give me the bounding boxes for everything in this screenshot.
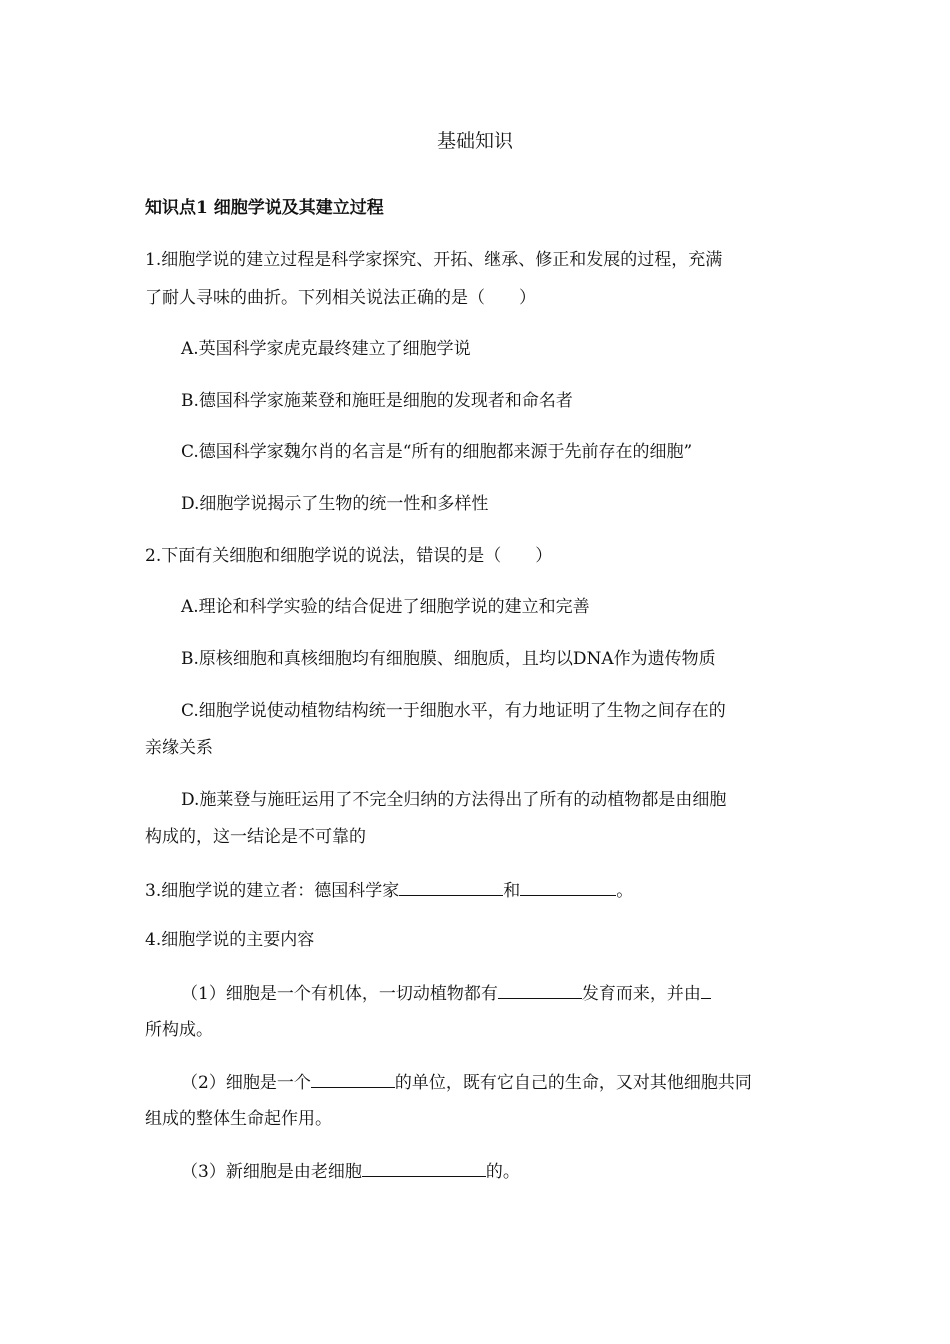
q2-option-a: A.理论和科学实验的结合促进了细胞学说的建立和完善 <box>181 597 590 617</box>
q2-option-b: B.原核细胞和真核细胞均有细胞膜、细胞质，且均以DNA作为遗传物质 <box>181 649 716 669</box>
q4-item3-prefix: （3）新细胞是由老细胞 <box>181 1162 362 1182</box>
q1-option-b: B.德国科学家施莱登和施旺是细胞的发现者和命名者 <box>181 391 573 411</box>
q4-item3-line <box>181 1158 520 1184</box>
q2-option-c-line2: 亲缘关系 <box>145 738 213 758</box>
q3-blank-1[interactable] <box>399 877 503 896</box>
q1-option-d: D.细胞学说揭示了生物的统一性和多样性 <box>181 494 489 514</box>
q2-option-c-line1: C.细胞学说使动植物结构统一于细胞水平，有力地证明了生物之间存在的 <box>181 701 726 721</box>
q2-stem: 2.下面有关细胞和细胞学说的说法，错误的是（ ） <box>145 546 553 566</box>
q3-suffix: 。 <box>616 881 634 901</box>
q2-option-d-line1: D.施莱登与施旺运用了不完全归纳的方法得出了所有的动植物都是由细胞 <box>181 790 727 810</box>
q1-option-c: C.德国科学家魏尔肖的名言是“所有的细胞都来源于先前存在的细胞” <box>181 442 693 462</box>
q1-stem-line1: 1.细胞学说的建立过程是科学家探究、开拓、继承、修正和发展的过程，充满 <box>145 250 723 270</box>
q2-option-d-line2: 构成的，这一结论是不可靠的 <box>145 827 366 847</box>
q3-line <box>145 877 633 903</box>
q4-item2-line1 <box>181 1069 752 1095</box>
q4-item2-suffix: 的单位，既有它自己的生命，又对其他细胞共同 <box>394 1073 752 1093</box>
q4-stem: 4.细胞学说的主要内容 <box>145 930 315 950</box>
q4-item2-line2: 组成的整体生命起作用。 <box>145 1109 332 1129</box>
q3-middle: 和 <box>503 881 521 901</box>
q1-option-a: A.英国科学家虎克最终建立了细胞学说 <box>181 339 471 359</box>
q3-blank-2[interactable] <box>520 877 616 896</box>
q4-item1-blank-1[interactable] <box>498 980 582 999</box>
q4-item3-blank[interactable] <box>362 1158 486 1177</box>
q1-stem-line2: 了耐人寻味的曲折。下列相关说法正确的是（ ） <box>145 288 536 308</box>
q4-item1-blank-2[interactable] <box>701 980 711 999</box>
q4-item2-blank[interactable] <box>311 1069 395 1088</box>
q4-item3-suffix: 的。 <box>485 1162 520 1182</box>
q4-item1-line1 <box>181 980 711 1006</box>
section-heading: 知识点1 细胞学说及其建立过程 <box>145 198 384 218</box>
page-title: 基础知识 <box>436 130 513 152</box>
q4-item1-middle: 发育而来，并由 <box>581 984 701 1004</box>
q4-item2-prefix: （2）细胞是一个 <box>181 1073 311 1093</box>
q3-prefix: 3.细胞学说的建立者：德国科学家 <box>145 881 400 901</box>
q4-item1-line2: 所构成。 <box>145 1020 213 1040</box>
q4-item1-prefix: （1）细胞是一个有机体，一切动植物都有 <box>181 984 498 1004</box>
